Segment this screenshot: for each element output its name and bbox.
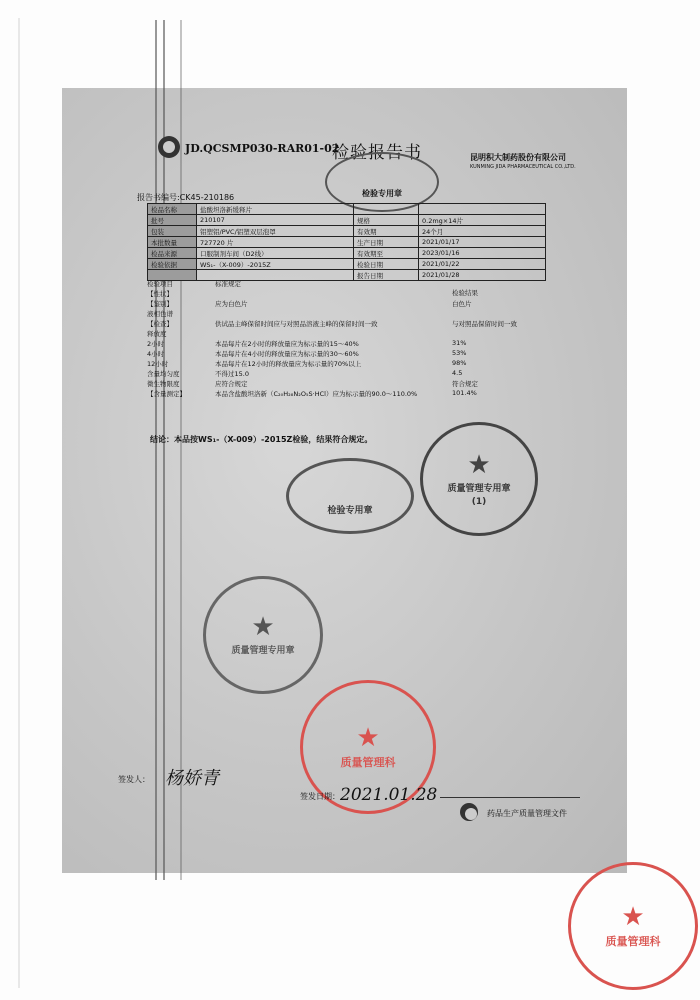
item-res: 白色片	[452, 300, 472, 308]
stamp-text: 检验专用章	[362, 188, 402, 198]
footer-text: 药品生产质量管理文件	[487, 809, 567, 818]
info-row	[148, 237, 546, 248]
item-item: 4小时	[147, 350, 165, 358]
info-table	[147, 203, 546, 281]
item-item: 微生物限度	[147, 380, 180, 388]
item-std: 应为白色片	[215, 300, 248, 308]
info-cell-v2: 0.2mg×14片	[419, 215, 546, 226]
company-name-cn: 昆明积大制药股份有限公司	[470, 153, 566, 162]
info-cell-v2: 24个月	[419, 226, 546, 237]
info-cell-v: 210107	[197, 215, 354, 226]
item-res: 101.4%	[452, 389, 477, 397]
company-name-en: KUNMING JIDA PHARMACEUTICAL CO.,LTD.	[470, 164, 576, 170]
info-row	[148, 259, 546, 270]
company-logo-icon	[158, 136, 180, 158]
item-std: 本品每片在2小时的释放量应为标示量的15～40%	[215, 340, 359, 348]
report-number: 报告书编号:CK45-210186	[137, 193, 235, 202]
items-header-result: 检验结果	[452, 289, 478, 297]
info-cell-v2: 2021/01/28	[419, 270, 546, 281]
info-cell-v: 盐酸坦洛新缓释片	[197, 204, 354, 215]
info-cell-v: 727720 片	[197, 237, 354, 248]
info-row	[148, 226, 546, 237]
info-cell-k2	[354, 204, 419, 215]
issue-date: 2021.01.28	[340, 785, 438, 805]
info-cell-k2: 有效期	[354, 226, 419, 237]
info-cell-k: 检验依据	[148, 259, 197, 270]
item-res: 98%	[452, 359, 467, 367]
item-item: 含量均匀度	[147, 370, 180, 378]
item-res: 与对照品保留时间一致	[452, 320, 517, 328]
info-cell-k: 包装	[148, 226, 197, 237]
item-std: 不得过15.0	[215, 370, 249, 378]
page-title: 检验报告书	[332, 143, 422, 163]
item-res: 4.5	[452, 369, 463, 377]
issue-date-label: 签发日期：	[300, 792, 340, 801]
signer-label: 签发人：	[118, 775, 150, 784]
info-cell-k2: 规格	[354, 215, 419, 226]
stamp-subtext: (1)	[471, 496, 487, 507]
info-row	[148, 248, 546, 259]
quality-stamp-corner	[568, 862, 698, 990]
quality-stamp-gray	[420, 422, 538, 536]
doc-code: JD.QCSMP030-RAR01-02	[185, 142, 340, 155]
item-std: 供试品主峰保留时间应与对照品溶液主峰的保留时间一致	[215, 320, 378, 328]
star-icon: ★	[356, 722, 380, 753]
item-item: 12小时	[147, 360, 169, 368]
info-row	[148, 215, 546, 226]
info-cell-v2: 2021/01/22	[419, 259, 546, 270]
stamp-text: 质量管理专用章	[447, 483, 511, 494]
info-cell-k: 本批数量	[148, 237, 197, 248]
info-cell-v: 口服制剂车间（D2线）	[197, 248, 354, 259]
info-cell-v: 铝塑铝/PVC/铝塑双层泡罩	[197, 226, 354, 237]
item-item: 【鉴别】	[147, 300, 173, 308]
star-icon: ★	[621, 901, 645, 932]
footer-logo-icon	[460, 803, 478, 821]
item-item: 释放度	[147, 330, 167, 338]
stamp-text: 质量管理专用章	[231, 646, 295, 656]
stamp-text: 质量管理科	[340, 755, 396, 769]
info-cell-k2: 生产日期	[354, 237, 419, 248]
item-std: 本品含盐酸坦洛新（C₂₀H₂₈N₂O₅S·HCl）应为标示量的90.0～110.0%	[215, 390, 418, 398]
item-res: 53%	[452, 349, 467, 357]
stamp-text: 质量管理科	[605, 934, 661, 948]
item-item: 【含量测定】	[147, 390, 186, 398]
signer-signature: 杨娇青	[165, 768, 219, 789]
inspection-stamp-middle	[286, 458, 414, 534]
item-std: 本品每片在12小时的释放量应为标示量的70%以上	[215, 360, 362, 368]
fold-line	[155, 20, 157, 880]
items-header-std: 标准规定	[215, 280, 241, 288]
info-cell-v: WS₁-（X-009）-2015Z	[197, 259, 354, 270]
info-row	[148, 204, 546, 215]
item-item: 液相色谱	[147, 310, 173, 318]
item-item: 【性状】	[147, 290, 173, 298]
item-std: 本品每片在4小时的释放量应为标示量的30～60%	[215, 350, 359, 358]
info-cell-k2: 检验日期	[354, 259, 419, 270]
item-std: 应符合规定	[215, 380, 248, 388]
info-cell-v2: 2023/01/16	[419, 248, 546, 259]
info-cell-v2: 2021/01/17	[419, 237, 546, 248]
conclusion: 结论：本品按WS₁-（X-009）-2015Z检验，结果符合规定。	[150, 435, 373, 444]
item-res: 符合规定	[452, 380, 478, 388]
items-header-item: 检验项目	[147, 280, 173, 288]
info-cell-v2	[419, 204, 546, 215]
info-cell-k2: 有效期至	[354, 248, 419, 259]
footer-divider	[440, 797, 580, 798]
star-icon: ★	[251, 612, 275, 642]
info-cell-k2: 报告日期	[354, 270, 419, 281]
info-cell-k: 批号	[148, 215, 197, 226]
star-icon: ★	[467, 449, 491, 480]
item-item: 【检查】	[147, 320, 173, 328]
info-cell-k: 检品来源	[148, 248, 197, 259]
fold-line	[180, 20, 182, 880]
info-row	[148, 270, 546, 281]
stamp-text: 检验专用章	[327, 505, 373, 516]
quality-stamp-left	[203, 576, 323, 694]
info-cell-k: 检品名称	[148, 204, 197, 215]
item-res: 31%	[452, 339, 467, 347]
page-edge	[18, 18, 20, 988]
item-item: 2小时	[147, 340, 165, 348]
